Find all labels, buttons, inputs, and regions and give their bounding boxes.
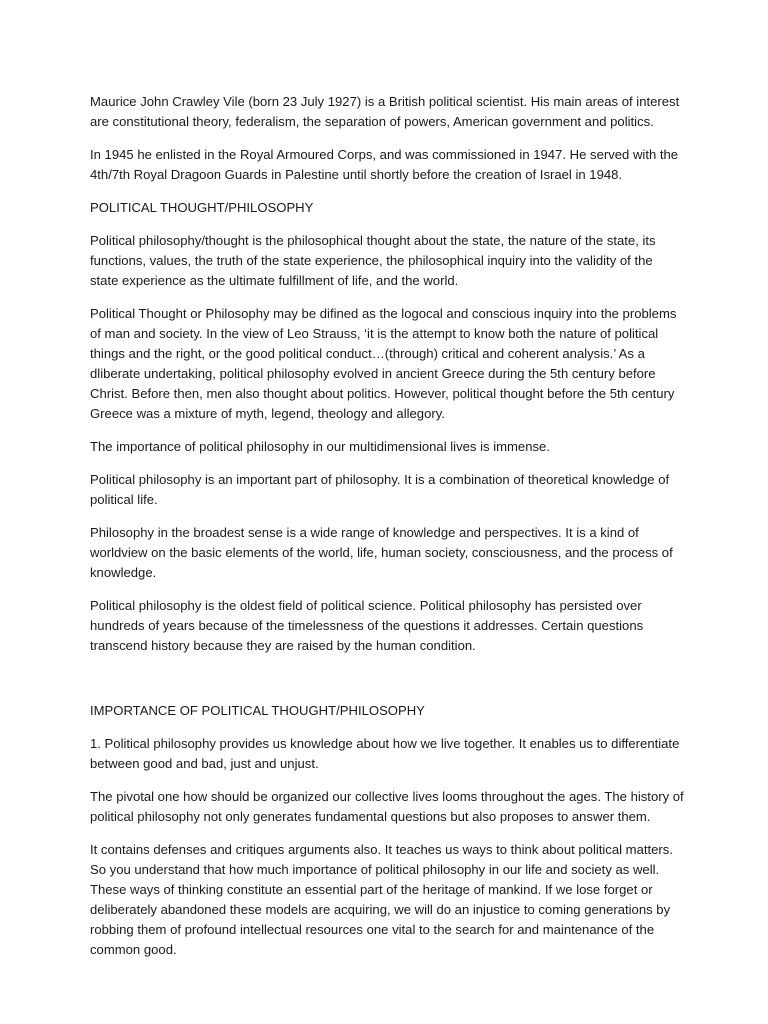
- paragraph-vile-bio: Maurice John Crawley Vile (born 23 July 1927) is a British political scientist. His main areas of interest are constitutional theory, federalism, the separation of powers, American government and politics.: [90, 94, 680, 129]
- section-heading-importance: IMPORTANCE OF POLITICAL THOUGHT/PHILOSOPHY: [90, 703, 425, 718]
- paragraph-oldest-field: Political philosophy is the oldest field of political science. Political philosophy has persisted over hundreds of years because of the timelessness of the questions it addresses. Certain questions transcend history because they are raised by the human condition.: [90, 598, 644, 653]
- paragraph-importance-immense: The importance of political philosophy in our multidimensional lives is immense.: [90, 439, 550, 454]
- paragraph-defenses-critiques: It contains defenses and critiques arguments also. It teaches us ways to think about political matters. So you understand that how much importance of political philosophy in our life and society as well. These ways of thinking constitute an essential part of the heritage of mankind. If we lose forget or deliberately abandoned these models are acquiring, we will do an injustice to coming generations by robbing them of profound intellectual resources one vital to the search for and maintenance of the common good.: [90, 842, 673, 957]
- paragraph-point-one: 1. Political philosophy provides us knowledge about how we live together. It enables us to differentiate between good and bad, just and unjust.: [90, 736, 680, 771]
- paragraph-part-of-philosophy: Political philosophy is an important part of philosophy. It is a combination of theoretical knowledge of political life.: [90, 472, 670, 507]
- paragraph-broadest-sense: Philosophy in the broadest sense is a wide range of knowledge and perspectives. It is a kind of worldview on the basic elements of the world, life, human society, consciousness, and the process of knowledge.: [90, 525, 673, 580]
- paragraph-definition: Political philosophy/thought is the philosophical thought about the state, the nature of the state, its functions, values, the truth of the state experience, the philosophical inquiry into the validity of the state experience as the ultimate fulfillment of life, and the world.: [90, 233, 656, 288]
- paragraph-pivotal-one: The pivotal one how should be organized our collective lives looms throughout the ages. The history of political philosophy not only generates fundamental questions but also proposes to answer them.: [90, 789, 684, 824]
- blank-line: [90, 669, 684, 701]
- section-heading-political-thought: POLITICAL THOUGHT/PHILOSOPHY: [90, 200, 314, 215]
- paragraph-vile-military: In 1945 he enlisted in the Royal Armoured Corps, and was commissioned in 1947. He served with the 4th/7th Royal Dragoon Guards in Palestine until shortly before the creation of Israel in 1948.: [90, 147, 679, 182]
- paragraph-leo-strauss: Political Thought or Philosophy may be difined as the logocal and conscious inquiry into the problems of man and society. In the view of Leo Strauss, ‘it is the attempt to know both the nature of political things and the right, or the good political conduct…(through) critical and coherent analysis.’ As a dliberate undertaking, political philosophy evolved in ancient Greece during the 5th century before Christ. Before then, men also thought about politics. However, political thought before the 5th century Greece was a mixture of myth, legend, theology and allegory.: [90, 306, 677, 421]
